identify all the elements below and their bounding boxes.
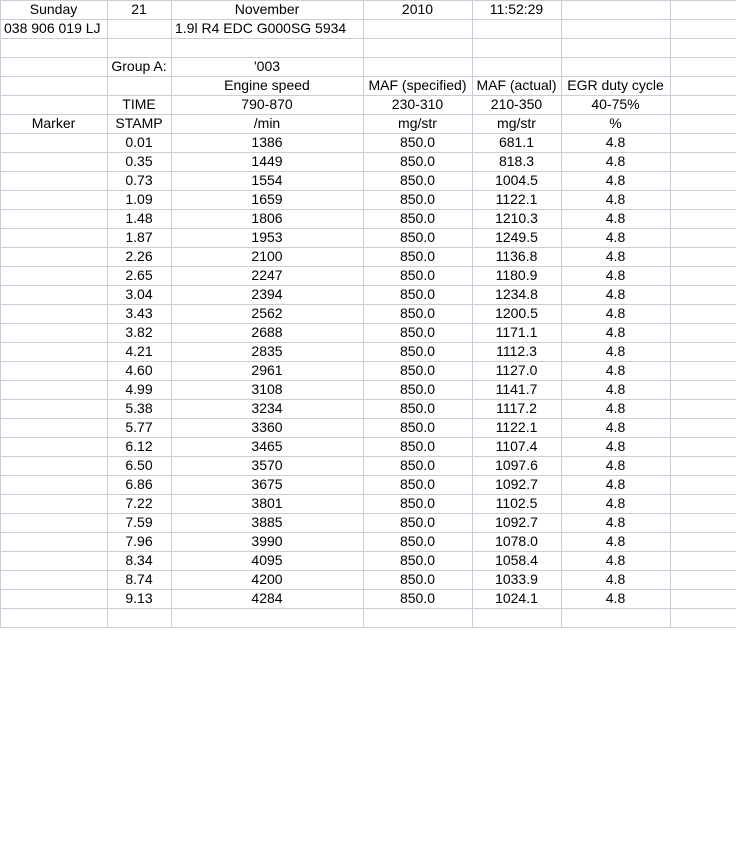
egr-duty-cell: 4.8	[605, 533, 626, 549]
engine-speed-cell: 3990	[251, 533, 283, 549]
maf-specified-cell: 850.0	[399, 495, 436, 511]
egr-duty-cell: 4.8	[605, 381, 626, 397]
egr-duty-header: EGR duty cycle	[567, 77, 664, 93]
egr-duty-cell: 4.8	[605, 419, 626, 435]
engine-speed-cell: 3108	[251, 381, 283, 397]
timestamp-header-line1: TIME	[122, 96, 156, 112]
timestamp-cell: 3.43	[125, 305, 153, 321]
maf-actual-unit: mg/str	[497, 115, 536, 131]
year-cell: 2010	[401, 1, 434, 17]
maf-specified-cell: 850.0	[399, 457, 436, 473]
timestamp-cell: 5.38	[125, 400, 153, 416]
egr-duty-cell: 4.8	[605, 514, 626, 530]
time-cell: 11:52:29	[489, 1, 544, 17]
engine-speed-header: Engine speed	[224, 77, 310, 93]
maf-specified-cell: 850.0	[399, 248, 436, 264]
maf-actual-cell: 1102.5	[495, 495, 538, 511]
timestamp-cell: 3.04	[125, 286, 153, 302]
egr-duty-cell: 4.8	[605, 590, 626, 606]
egr-duty-cell: 4.8	[605, 134, 626, 150]
engine-speed-cell: 2394	[251, 286, 283, 302]
egr-duty-cell: 4.8	[605, 248, 626, 264]
engine-speed-cell: 3360	[251, 419, 283, 435]
engine-speed-cell: 2961	[251, 362, 283, 378]
timestamp-cell: 1.87	[125, 229, 153, 245]
timestamp-cell: 2.26	[125, 248, 153, 264]
maf-specified-unit: mg/str	[398, 115, 437, 131]
maf-actual-cell: 1004.5	[495, 172, 538, 188]
maf-actual-cell: 1078.0	[495, 533, 538, 549]
egr-duty-cell: 4.8	[605, 210, 626, 226]
month-cell: November	[234, 1, 300, 17]
maf-actual-cell: 1200.5	[495, 305, 538, 321]
engine-speed-cell: 3234	[251, 400, 283, 416]
timestamp-cell: 5.77	[125, 419, 153, 435]
timestamp-cell: 7.22	[125, 495, 153, 511]
engine-speed-cell: 1806	[251, 210, 283, 226]
marker-header: Marker	[31, 115, 76, 131]
maf-actual-cell: 1107.4	[495, 438, 538, 454]
maf-specified-cell: 850.0	[399, 419, 436, 435]
engine-speed-cell: 1659	[251, 191, 283, 207]
timestamp-cell: 6.12	[125, 438, 153, 454]
egr-duty-cell: 4.8	[605, 362, 626, 378]
engine-speed-cell: 4200	[251, 571, 283, 587]
day-cell: Sunday	[29, 1, 78, 17]
engine-speed-cell: 1386	[251, 134, 283, 150]
timestamp-header-line2: STAMP	[115, 115, 163, 131]
maf-specified-cell: 850.0	[399, 210, 436, 226]
maf-specified-cell: 850.0	[399, 552, 436, 568]
timestamp-cell: 8.74	[125, 571, 153, 587]
maf-specified-cell: 850.0	[399, 305, 436, 321]
engine-speed-cell: 3465	[251, 438, 283, 454]
maf-actual-cell: 1234.8	[495, 286, 538, 302]
maf-actual-cell: 1024.1	[495, 590, 538, 606]
maf-specified-cell: 850.0	[399, 153, 436, 169]
egr-duty-cell: 4.8	[605, 343, 626, 359]
engine-speed-cell: 3675	[251, 476, 283, 492]
maf-actual-cell: 1171.1	[495, 324, 538, 340]
maf-specified-cell: 850.0	[399, 362, 436, 378]
maf-specified-cell: 850.0	[399, 571, 436, 587]
timestamp-cell: 1.09	[125, 191, 153, 207]
maf-specified-cell: 850.0	[399, 476, 436, 492]
egr-duty-cell: 4.8	[605, 267, 626, 283]
egr-duty-cell: 4.8	[605, 229, 626, 245]
maf-specified-cell: 850.0	[399, 324, 436, 340]
timestamp-cell: 8.34	[125, 552, 153, 568]
timestamp-cell: 6.50	[125, 457, 153, 473]
maf-specified-cell: 850.0	[399, 514, 436, 530]
engine-speed-cell: 4095	[251, 552, 283, 568]
part-number-cell: 038 906 019 LJ	[4, 20, 101, 36]
maf-actual-cell: 1058.4	[495, 552, 538, 568]
maf-specified-cell: 850.0	[399, 400, 436, 416]
maf-actual-cell: 1117.2	[496, 400, 537, 416]
maf-actual-cell: 1249.5	[495, 229, 538, 245]
timestamp-cell: 7.59	[125, 514, 153, 530]
egr-duty-cell: 4.8	[605, 324, 626, 340]
timestamp-cell: 7.96	[125, 533, 153, 549]
maf-actual-cell: 1092.7	[495, 476, 538, 492]
group-label-cell: Group A:	[111, 58, 167, 74]
egr-duty-cell: 4.8	[605, 495, 626, 511]
timestamp-cell: 1.48	[125, 210, 153, 226]
timestamp-cell: 0.73	[125, 172, 153, 188]
engine-speed-cell: 2562	[251, 305, 283, 321]
maf-actual-cell: 818.3	[498, 153, 535, 169]
engine-speed-cell: 2247	[251, 267, 283, 283]
engine-speed-cell: 1554	[251, 172, 283, 188]
timestamp-cell: 4.21	[125, 343, 153, 359]
egr-duty-cell: 4.8	[605, 457, 626, 473]
maf-specified-cell: 850.0	[399, 191, 436, 207]
engine-speed-unit: /min	[253, 115, 281, 131]
maf-specified-cell: 850.0	[399, 381, 436, 397]
maf-actual-range: 210-350	[490, 96, 543, 112]
maf-actual-cell: 1122.1	[495, 191, 538, 207]
maf-actual-cell: 1136.8	[495, 248, 538, 264]
maf-specified-cell: 850.0	[399, 267, 436, 283]
grid-row-line	[0, 608, 736, 609]
egr-duty-cell: 4.8	[605, 305, 626, 321]
egr-duty-unit: %	[609, 115, 622, 131]
maf-specified-cell: 850.0	[399, 343, 436, 359]
maf-actual-header: MAF (actual)	[476, 77, 557, 93]
egr-duty-cell: 4.8	[605, 476, 626, 492]
egr-duty-cell: 4.8	[605, 438, 626, 454]
maf-actual-cell: 1112.3	[496, 343, 537, 359]
engine-speed-cell: 4284	[251, 590, 283, 606]
egr-duty-cell: 4.8	[605, 172, 626, 188]
timestamp-cell: 0.01	[125, 134, 153, 150]
maf-specified-range: 230-310	[391, 96, 444, 112]
egr-duty-cell: 4.8	[605, 400, 626, 416]
maf-actual-cell: 1122.1	[495, 419, 538, 435]
maf-actual-cell: 1210.3	[495, 210, 538, 226]
timestamp-cell: 9.13	[125, 590, 153, 606]
maf-actual-cell: 681.1	[498, 134, 535, 150]
maf-specified-cell: 850.0	[399, 229, 436, 245]
maf-actual-cell: 1141.7	[495, 381, 538, 397]
group-value-cell: '003	[253, 58, 281, 74]
maf-actual-cell: 1127.0	[495, 362, 538, 378]
engine-speed-cell: 3801	[251, 495, 283, 511]
engine-speed-cell: 3570	[251, 457, 283, 473]
date-cell: 21	[131, 1, 147, 17]
maf-specified-cell: 850.0	[399, 590, 436, 606]
engine-speed-cell: 1953	[251, 229, 283, 245]
engine-speed-cell: 2100	[251, 248, 283, 264]
engine-speed-range: 790-870	[241, 96, 293, 112]
egr-duty-cell: 4.8	[605, 571, 626, 587]
egr-duty-cell: 4.8	[605, 153, 626, 169]
maf-specified-cell: 850.0	[399, 438, 436, 454]
egr-duty-cell: 4.8	[605, 552, 626, 568]
egr-duty-range: 40-75%	[591, 96, 640, 112]
grid-row-line	[0, 627, 736, 628]
engine-cell: 1.9l R4 EDC G000SG 5934	[175, 20, 347, 36]
maf-actual-cell: 1033.9	[495, 571, 538, 587]
maf-specified-cell: 850.0	[399, 172, 436, 188]
maf-specified-header: MAF (specified)	[368, 77, 467, 93]
maf-specified-cell: 850.0	[399, 286, 436, 302]
timestamp-cell: 2.65	[125, 267, 153, 283]
timestamp-cell: 0.35	[125, 153, 153, 169]
maf-actual-cell: 1097.6	[495, 457, 538, 473]
maf-actual-cell: 1180.9	[495, 267, 538, 283]
timestamp-cell: 6.86	[125, 476, 153, 492]
egr-duty-cell: 4.8	[605, 191, 626, 207]
maf-specified-cell: 850.0	[399, 533, 436, 549]
maf-actual-cell: 1092.7	[495, 514, 538, 530]
timestamp-cell: 4.99	[125, 381, 153, 397]
engine-speed-cell: 1449	[251, 153, 283, 169]
egr-duty-cell: 4.8	[605, 286, 626, 302]
engine-speed-cell: 2688	[251, 324, 283, 340]
timestamp-cell: 3.82	[125, 324, 153, 340]
engine-speed-cell: 2835	[251, 343, 283, 359]
timestamp-cell: 4.60	[125, 362, 153, 378]
engine-speed-cell: 3885	[251, 514, 283, 530]
maf-specified-cell: 850.0	[399, 134, 436, 150]
grid-row-line	[0, 38, 736, 39]
